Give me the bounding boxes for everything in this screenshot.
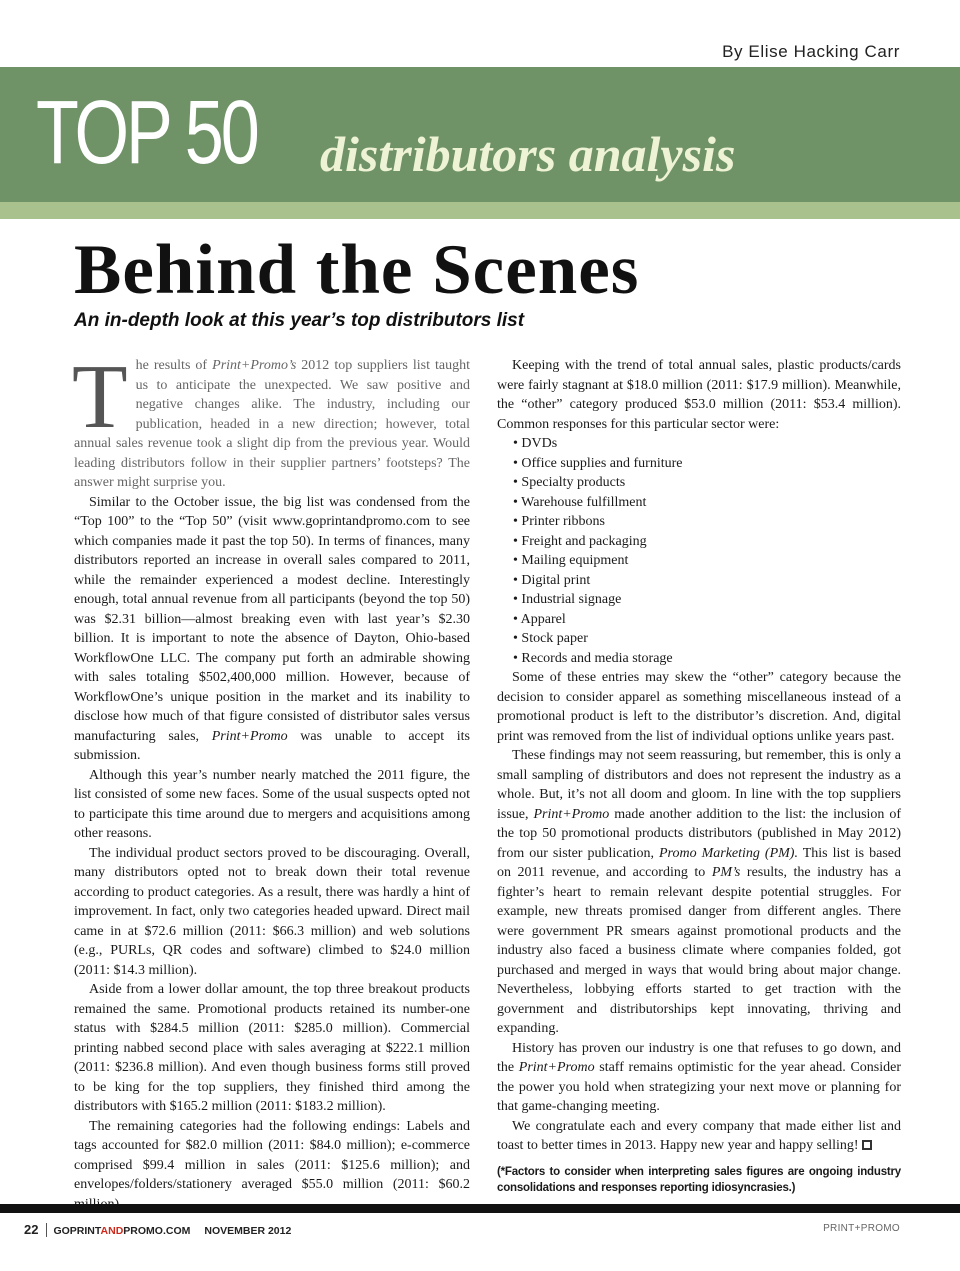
byline: By Elise Hacking Carr (722, 42, 900, 61)
body-paragraph (74, 493, 470, 766)
list-item: • Mailing equipment (513, 553, 629, 568)
other-category-list (497, 434, 901, 668)
site-part: PROMO.COM (123, 1225, 191, 1237)
list-item: • Stock paper (513, 631, 588, 646)
publication-name: Print+Promo (518, 1060, 595, 1075)
article-headline: Behind the Scenes (74, 231, 640, 309)
issue-date: NOVEMBER 2012 (204, 1225, 292, 1237)
body-text: results, the industry has a fighter’s heart to remain relevant despite potential struggles. For example, new threats promised danger from different angles. There were government PR smears against promotional products and the industry also faced a business climate where companies folded, got purchased and merged in ways that would bring about major change. Nevertheless, lobbying efforts started to get traction with the government and distributorships kept innovating, thriving and expanding. (497, 865, 902, 1036)
banner-stripe (0, 202, 960, 219)
list-item: • DVDs (513, 436, 558, 451)
body-paragraph: Although this year’s number nearly matched the 2011 figure, the list consisted of some new faces. Some of the usual suspects opted not to participate this time around due to mergers and acquisitions among other reasons. (74, 767, 470, 841)
body-text: These findings may not seem reassuring, but remember, this is only a small sampling of distributors and does not represent the industry as a whole. But, it’s not all doom and gloom. In line with the top suppliers issue, (497, 748, 901, 822)
section-subtitle: distributors analysis (320, 126, 736, 182)
footnote: (*Factors to consider when interpreting sales figures are ongoing industry consolidations and responses reporting idiosyncrasies.) (497, 1165, 901, 1194)
page-number: 22 (24, 1222, 39, 1237)
page-footer (24, 1222, 900, 1237)
article-deck: An in-depth look at this year’s top distributors list (74, 310, 525, 331)
site-part-accent: AND (100, 1225, 124, 1237)
publication-name: Print+Promo (533, 806, 610, 822)
body-paragraph (497, 1039, 901, 1117)
body-text: staff remains optimistic for the year ahead. Consider the power you hold when strategizing your next move or planning for that game-changing meeting. (497, 1060, 901, 1114)
body-text: was unable to accept its submission. (74, 728, 471, 763)
list-item: • Records and media storage (513, 650, 673, 666)
site-part: GOPRINT (53, 1225, 101, 1237)
section-title-top50: TOP 50 (36, 83, 257, 183)
body-paragraph: Some of these entries may skew the “other” category because the decision to consider apparel as something miscellaneous instead of a promotional product is left to the distributor’s discretion. And, digital print was removed from the list of individual options unlike years past. (497, 670, 901, 744)
right-column (497, 356, 901, 1196)
list-item: • Industrial signage (513, 592, 622, 607)
intro-paragraph (72, 346, 470, 493)
body-paragraph: The remaining categories had the following endings: Labels and tags accounted for $82.0 million (2011: $84.0 million); e-commerce comprised $99.4 million in sales (2011: $125.6 million); and envelopes/folders/stationery averaged $55.0 million (2011: $60.2 (74, 1118, 470, 1192)
list-item: • Digital print (513, 572, 591, 588)
intro-text: he results of (135, 358, 213, 373)
body-paragraph (497, 1117, 901, 1156)
publication-name: PM’s (711, 865, 741, 880)
body-paragraph: Keeping with the trend of total annual sales, plastic products/cards were fairly stagnant at $18.0 million (2011: $17.9 million). Meanwhile, the “other” category produced $53.0 million (2011: $53.4 million). Common responses for this particular sector were: (497, 358, 901, 432)
publication-name: Promo Marketing (PM). (658, 845, 798, 861)
list-item: • Warehouse fulfillment (513, 494, 647, 510)
footer-rule (0, 1204, 960, 1213)
intro-publication: Print+Promo’s (212, 358, 297, 373)
body-paragraph (497, 746, 901, 1039)
list-item: • Freight and packaging (513, 533, 647, 549)
website-link[interactable] (53, 1225, 190, 1237)
body-text: made another addition to the list: the inclusion of the top 50 promotional products distributors (published in May 2012) from our sister publication, (497, 806, 902, 861)
body-paragraph: The individual product sectors proved to be discouraging. Overall, many distributors opted not to break down their total revenue according to product categories. As a result, there was hardly a hint of improvement. In fact, only two categories headed upward. Direct mail came in at $72.6 million (2011: $66.3 million) and web solutions (e.g., PURLs, QR codes and software) climbed to $24.0 million (2011: $14.3 million). (74, 845, 470, 978)
body-paragraph: Aside from a lower dollar amount, the top three breakout products remained the same. Promotional products retained its number-one status with $284.5 million (2011: $285.0 million). Commercial printing nabbed second place with sales averaging at $222.1 million (2011: $236.8 million). And even though business forms still proved to be king for the top suppliers, they finished third among the distributors with $165.2 million (2011: $183.2 million). (74, 982, 470, 1114)
publication-brand: PRINT+PROMO (823, 1223, 900, 1234)
body-text: We congratulate each and every company that made either list and toast to better times in 2013. Happy new year and happy selling! (497, 1118, 901, 1153)
list-item: • Specialty products (513, 475, 626, 490)
body-text: Similar to the October issue, the big list was condensed from the “Top 100” to the “Top 50” (visit www.goprintandpromo.com to see which companies made it past the top 50). In terms of finances, many distributors reported an increase in overall sales compared to 2011, while the remainder experienced a modest decline. Interestingly enough, total annual revenue from all participants (beyond the top 50) was $2.31 billion—almost breaking even with last year’s $2.30 billion. It is important to note the absence of Dayton, Ohio-based WorkflowOne LLC. The company put forth an admirable showing with sales totaling $502,400,000 million. However, because of WorkflowOne’s unique position in the market and its inability to disclose how much of that figure consisted of distributor sales versus manufacturing sales, (74, 494, 470, 744)
list-item: • Apparel (513, 611, 566, 627)
drop-cap: T (72, 346, 128, 447)
list-item: • Office supplies and furniture (513, 455, 683, 471)
publication-name: Print+Promo (211, 728, 288, 744)
body-text: History has proven our industry is one that refuses to go down, and the (497, 1040, 901, 1075)
list-item: • Printer ribbons (513, 514, 606, 529)
footer-separator (46, 1223, 47, 1237)
left-column (72, 346, 471, 1214)
body-text: This list is based on 2011 revenue, and according to (497, 845, 901, 880)
intro-text-cont: 2012 top suppliers list taught us to anticipate the unexpected. We saw positive and negative changes alike. The industry, including our publication, headed in a new direction; however, total annual sales revenue took a slight dip from the previous year. Would leading distributors follow in their supplier partners’ footsteps? The answer might surprise you. (74, 358, 470, 490)
end-of-article-icon (862, 1140, 872, 1150)
